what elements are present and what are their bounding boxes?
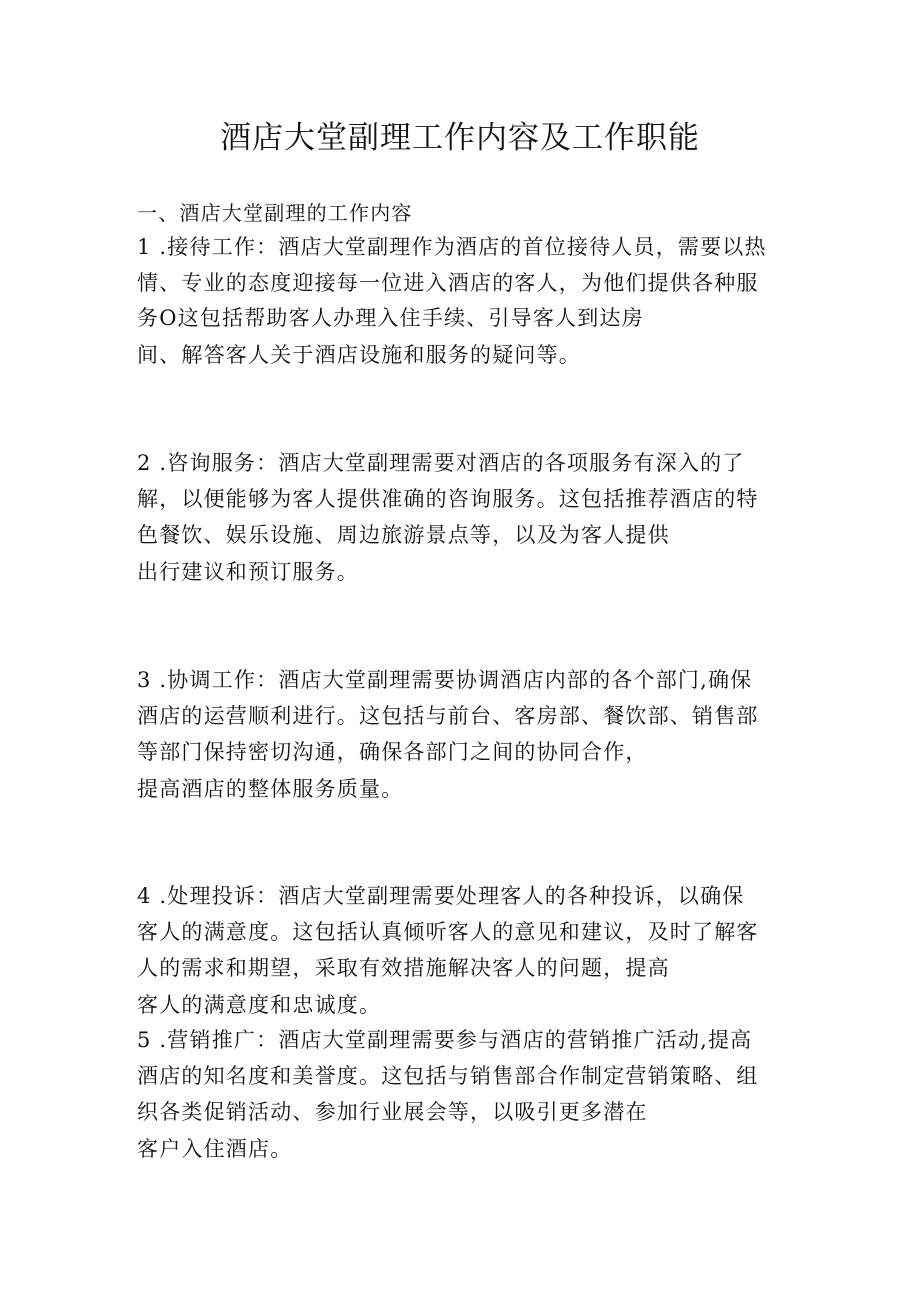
paragraph-line: 5 .营销推广：酒店大堂副理需要参与酒店的营销推广活动,提高 [137,1028,753,1052]
paragraph-line: 2 .咨询服务：酒店大堂副理需要对酒店的各项服务有深入的了 [137,451,745,475]
paragraph-line: 人的需求和期望，采取有效措施解决客人的问题，提高 [137,956,670,980]
paragraph-line: 客户入住酒店。 [137,1137,293,1161]
paragraph-line: 务O这包括帮助客人办理入住手续、引导客人到达房 [137,306,644,330]
section-heading: 一、酒店大堂副理的工作内容 [137,201,413,225]
document-title: 酒店大堂副理工作内容及工作职能 [220,120,700,156]
paragraph-line: 情、专业的态度迎接每一位进入酒店的客人，为他们提供各种服 [137,271,759,295]
paragraph-line: 客人的满意度。这包括认真倾听客人的意见和建议，及时了解客 [137,920,759,944]
paragraph-line: 色餐饮、娱乐设施、周边旅游景点等，以及为客人提供 [137,523,670,547]
paragraph-line: 客人的满意度和忠诚度。 [137,993,382,1017]
paragraph-line: 4 .处理投诉：酒店大堂副理需要处理客人的各种投诉，以确保 [137,884,745,908]
paragraph-line: 织各类促销活动、参加行业展会等，以吸引更多潜在 [137,1100,648,1124]
paragraph-line: 出行建议和预订服务。 [137,560,359,584]
paragraph-line: 提高酒店的整体服务质量。 [137,777,404,801]
paragraph-line: 酒店的运营顺利进行。这包括与前台、客房部、餐饮部、销售部 [137,704,759,728]
paragraph-line: 等部门保持密切沟通，确保各部门之间的协同合作， [137,740,648,764]
paragraph-line: 3 .协调工作：酒店大堂副理需要协调酒店内部的各个部门,确保 [137,668,753,692]
paragraph-line: 解，以便能够为客人提供准确的咨询服务。这包括推荐酒店的特 [137,487,759,511]
paragraph-line: 1 .接待工作：酒店大堂副理作为酒店的首位接待人员，需要以热 [137,235,767,259]
paragraph-line: 间、解答客人关于酒店设施和服务的疑问等。 [137,343,581,367]
paragraph-line: 酒店的知名度和美誉度。这包括与销售部合作制定营销策略、组 [137,1064,759,1088]
